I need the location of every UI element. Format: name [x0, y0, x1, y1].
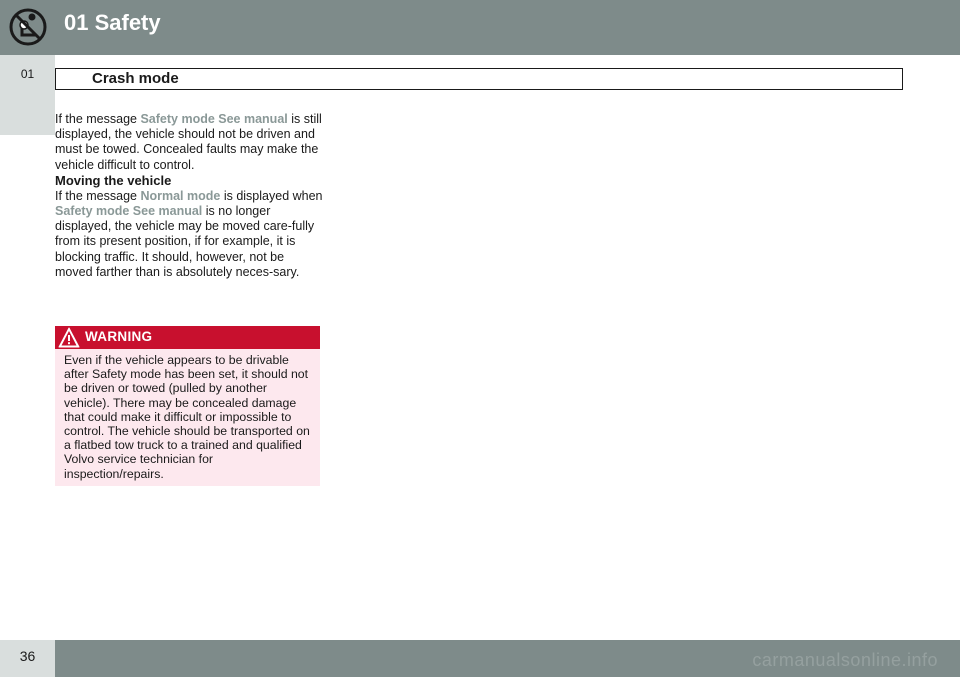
body-content	[55, 112, 323, 280]
chapter-title: 01 Safety	[64, 10, 161, 35]
warning-text: Even if the vehicle appears to be drivable after Safety mode has been set, it should not be driven or towed (pulled by another vehicle). There may be concealed damage that could make it difficult or impossible to control. The vehicle should be transported on a flatbed tow truck to a trained and qualified Volvo service technician for inspection/repairs.	[64, 353, 310, 481]
chapter-icon-box	[0, 0, 55, 55]
message-normal-mode: Normal mode	[140, 188, 221, 203]
p2-text-start: If the message	[55, 188, 141, 203]
warning-title: WARNING	[85, 329, 153, 344]
p1-text-end: is still displayed, the vehicle should not be driven and must be towed. Concealed faults may make the vehicle difficult to control.	[55, 112, 322, 172]
header-bar	[55, 0, 960, 55]
warning-header	[55, 326, 320, 349]
side-tab-label: 01	[20, 67, 35, 81]
subheading-moving-vehicle: Moving the vehicle	[55, 172, 172, 188]
p2-text-middle: is displayed when	[220, 188, 323, 203]
page-number: 36	[19, 648, 36, 664]
airbag-off-icon	[8, 7, 48, 47]
warning-triangle-icon	[58, 327, 80, 348]
section-title: Crash mode	[55, 68, 903, 90]
p2-text-end: is no longer displayed, the vehicle may be moved care-fully from its present position, if for example, it is blocking traffic. It should, however, not be moved farther than is absolutely neces-sary.	[55, 204, 315, 279]
message-safety-mode: Safety mode See manual	[140, 112, 288, 126]
page-number-tab	[0, 640, 55, 677]
p1-text-start: If the message	[55, 112, 141, 126]
message-safety-mode-2: Safety mode See manual	[55, 204, 203, 219]
side-chapter-tab	[0, 55, 55, 135]
paragraph-1	[55, 112, 323, 173]
warning-box	[55, 326, 320, 486]
paragraph-2	[55, 189, 323, 280]
footer-bar	[55, 640, 960, 677]
watermark: carmanualsonline.info	[752, 650, 938, 670]
